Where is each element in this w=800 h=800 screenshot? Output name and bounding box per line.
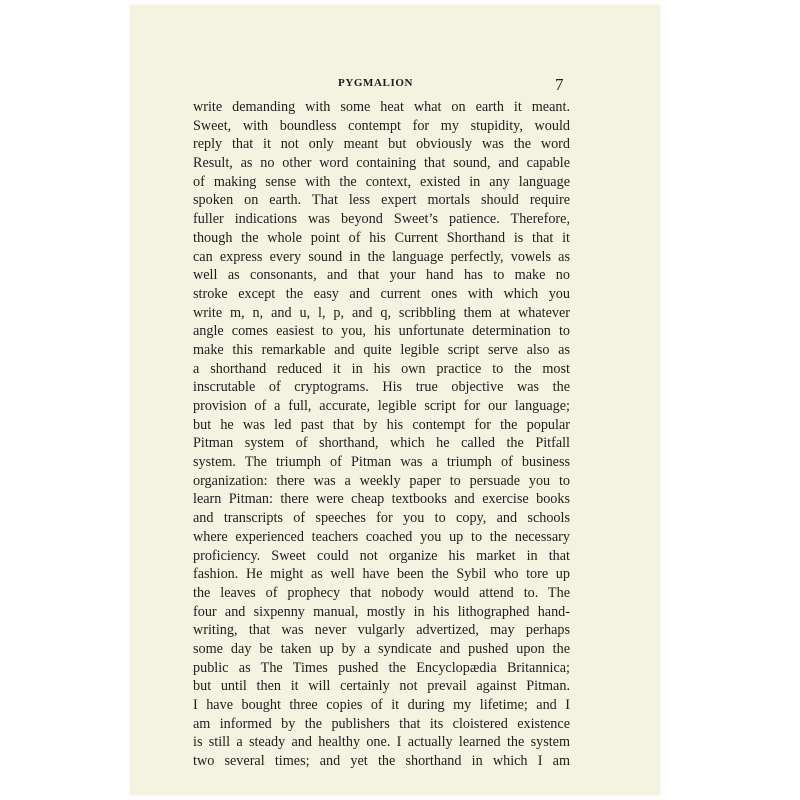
running-head [130, 75, 660, 97]
text-line: angle comes easiest to you, his unfortunate determination to [193, 323, 570, 340]
text-line: but he was led past that by his contempt for the popular [193, 416, 570, 433]
text-line: public as The Times pushed the Encyclopædia Britannica; [193, 659, 570, 676]
page-number: 7 [555, 75, 564, 94]
text-line: can express every sound in the language perfectly, vowels as [193, 248, 570, 265]
text-line: writing, that was never vulgarly advertized, may perhaps [193, 622, 570, 639]
text-line: system. The triumph of Pitman was a triumph of business [193, 454, 570, 471]
body-text [193, 98, 570, 771]
text-line: organization: there was a weekly paper to persuade you to [193, 472, 570, 489]
text-line: provision of a full, accurate, legible script for our language; [193, 398, 570, 414]
text-line: of making sense with the context, existed in any language [193, 173, 570, 190]
text-line: fashion. He might as well have been the Sybil who tore up [193, 566, 570, 583]
text-line: write m, n, and u, l, p, and q, scribbling them at whatever [193, 304, 570, 321]
text-line: write demanding with some heat what on earth it meant. [193, 99, 570, 115]
text-line: learn Pitman: there were cheap textbooks and exercise books [193, 491, 570, 508]
text-line: spoken on earth. That less expert mortals should require [193, 192, 570, 209]
text-line: though the whole point of his Current Shorthand is that it [193, 229, 570, 246]
text-line: Result, as no other word containing that sound, and capable [193, 155, 570, 172]
text-line: two several times; and yet the shorthand in which I am [193, 753, 570, 770]
text-line: where experienced teachers coached you up to the necessary [193, 528, 570, 545]
text-line: Pitman system of shorthand, which he called the Pitfall [193, 435, 570, 452]
text-line: stroke except the easy and current ones with which you [193, 285, 570, 302]
text-line: but until then it will certainly not prevail against Pitman. [193, 678, 570, 695]
text-line: reply that it not only meant but obviously was the word [193, 136, 570, 153]
text-line: well as consonants, and that your hand has to make no [193, 267, 570, 284]
text-line: a shorthand reduced it in his own practice to the most [193, 360, 570, 377]
running-title: PYGMALION [338, 77, 414, 89]
text-line: I have bought three copies of it during my lifetime; and I [193, 697, 570, 713]
text-line: proficiency. Sweet could not organize his market in that [193, 547, 570, 564]
book-page [130, 5, 660, 795]
text-line: the leaves of prophecy that nobody would attend to. The [193, 584, 570, 601]
text-line: is still a steady and healthy one. I actually learned the system [193, 734, 570, 751]
text-line: inscrutable of cryptograms. His true objective was the [193, 379, 570, 396]
text-line: some day be taken up by a syndicate and pushed upon the [193, 640, 570, 657]
text-line: Sweet, with boundless contempt for my stupidity, would [193, 117, 570, 134]
text-line: fuller indications was beyond Sweet’s patience. Therefore, [193, 211, 570, 228]
text-line: four and sixpenny manual, mostly in his lithographed hand- [193, 603, 570, 620]
text-line: make this remarkable and quite legible script serve also as [193, 341, 570, 358]
text-line: am informed by the publishers that its cloistered existence [193, 715, 570, 732]
text-line: and transcripts of speeches for you to copy, and schools [193, 510, 570, 527]
